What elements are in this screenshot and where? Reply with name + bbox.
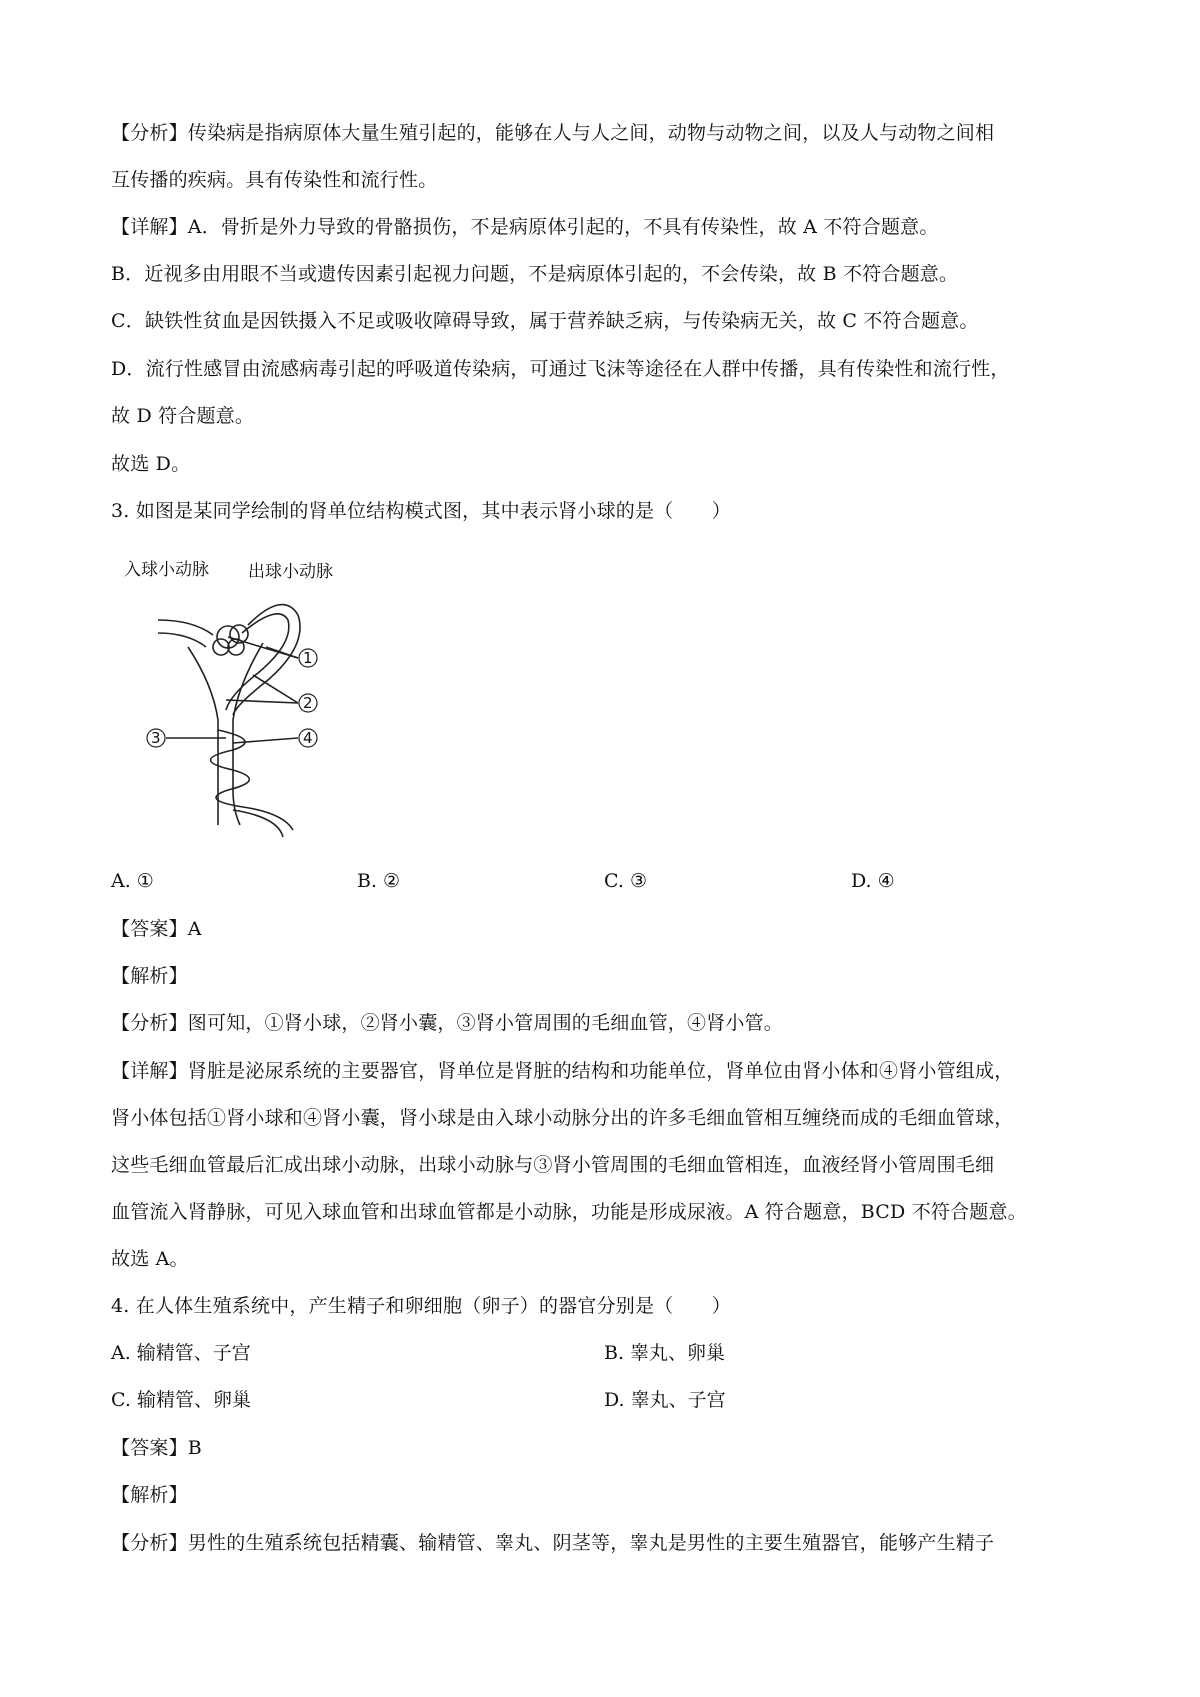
q3-option-b: B. ② — [357, 870, 401, 892]
detail-c: C．缺铁性贫血是因铁摄入不足或吸收障碍导致，属于营养缺乏病，与传染病无关，故 C 不符合题意。 — [111, 310, 979, 332]
choice-d: 故选 D。 — [111, 453, 191, 475]
detail-3-2: 肾小体包括①肾小球和④肾小囊，肾小球是由入球小动脉分出的许多毛细血管相互缠绕而成的毛细血管球， — [111, 1107, 1014, 1129]
question-4: 4. 在人体生殖系统中，产生精子和卵细胞（卵子）的器官分别是（ ） — [111, 1295, 731, 1317]
nephron-diagram — [118, 555, 358, 845]
detail-d-1: D．流行性感冒由流感病毒引起的呼吸道传染病，可通过飞沫等途径在人群中传播，具有传染性和流行性， — [111, 358, 1010, 380]
explanation-3: 【解析】 — [111, 965, 188, 987]
q3-option-d: D. ④ — [851, 870, 895, 892]
q3-option-c: C. ③ — [604, 870, 647, 892]
marker-2: 2 — [303, 694, 313, 712]
label-efferent-arteriole: 出球小动脉 — [248, 562, 333, 582]
answer-4: 【答案】B — [111, 1437, 202, 1459]
explanation-4: 【解析】 — [111, 1484, 188, 1506]
marker-1: 1 — [303, 649, 313, 667]
q4-option-c: C. 输精管、卵巢 — [111, 1389, 251, 1411]
analysis-line-2: 互传播的疾病。具有传染性和流行性。 — [111, 169, 438, 191]
label-afferent-arteriole: 入球小动脉 — [124, 560, 209, 580]
question-3: 3. 如图是某同学绘制的肾单位结构模式图，其中表示肾小球的是（ ） — [111, 500, 731, 522]
analysis-line-1: 【分析】传染病是指病原体大量生殖引起的，能够在人与人之间，动物与动物之间，以及人与动物之间相 — [111, 122, 995, 144]
marker-4: 4 — [303, 729, 313, 747]
q3-option-a: A. ① — [111, 870, 154, 892]
answer-3: 【答案】A — [111, 918, 202, 940]
detail-3-4: 血管流入肾静脉，可见入球血管和出球血管都是小动脉，功能是形成尿液。A 符合题意，BCD 不符合题意。 — [111, 1201, 1027, 1223]
choice-3: 故选 A。 — [111, 1248, 189, 1270]
detail-b: B．近视多由用眼不当或遗传因素引起视力问题，不是病原体引起的，不会传染，故 B 不符合题意。 — [111, 263, 959, 285]
analysis-3: 【分析】图可知，①肾小球，②肾小囊，③肾小管周围的毛细血管，④肾小管。 — [111, 1012, 784, 1034]
detail-a: 【详解】A．骨折是外力导致的骨骼损伤，不是病原体引起的，不具有传染性，故 A 不符合题意。 — [111, 216, 939, 238]
detail-d-2: 故 D 符合题意。 — [111, 405, 255, 427]
detail-3-3: 这些毛细血管最后汇成出球小动脉，出球小动脉与③肾小管周围的毛细血管相连，血液经肾小管周围毛细 — [111, 1154, 995, 1176]
marker-3: 3 — [151, 729, 161, 747]
detail-3-1: 【详解】肾脏是泌尿系统的主要器官，肾单位是肾脏的结构和功能单位，肾单位由肾小体和④肾小管组成， — [111, 1060, 1014, 1082]
q4-option-b: B. 睾丸、卵巢 — [604, 1342, 726, 1364]
analysis-4: 【分析】男性的生殖系统包括精囊、输精管、睾丸、阴茎等，睾丸是男性的主要生殖器官，能够产生精子 — [111, 1532, 995, 1554]
q4-option-a: A. 输精管、子宫 — [111, 1342, 251, 1364]
q4-option-d: D. 睾丸、子宫 — [604, 1389, 726, 1411]
